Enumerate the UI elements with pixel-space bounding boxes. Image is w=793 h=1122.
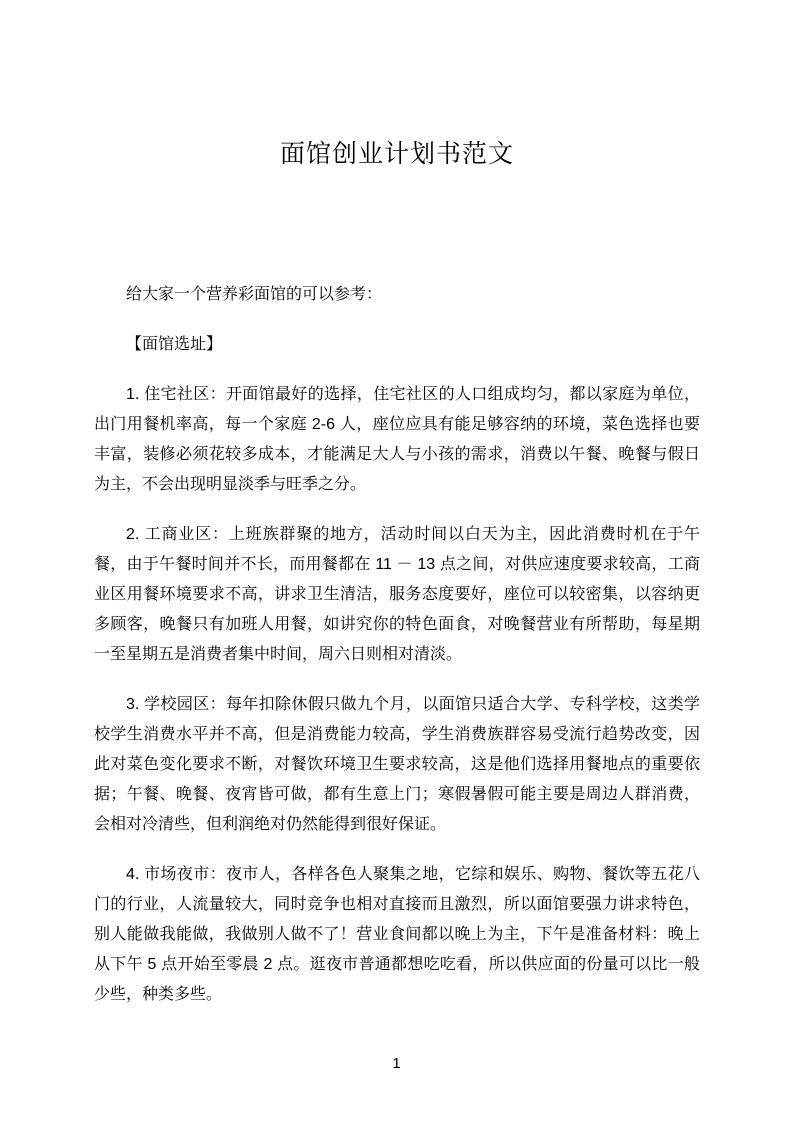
intro-paragraph: 给大家一个营养彩面馆的可以参考： [126, 286, 383, 303]
body-paragraph-residential: 1. 住宅社区：开面馆最好的选择，住宅社区的人口组成均匀，都以家庭为单位，出门用餐机率高，每一个家庭 2-6 人，座位应具有能足够容纳的环境，菜色选择也要丰富，装修必须花较多成本，才能满足大人与小孩的需求，消费以午餐、晚餐与假日为主，不会出现明显淡季与旺季之分。 [94, 386, 700, 493]
body-paragraph-business-district: 2. 工商业区：上班族群聚的地方，活动时间以白天为主，因此消费时机在于午餐，由于午餐时间并不长，而用餐都在 11 － 13 点之间，对供应速度要求较高，工商业区用餐环境要求不高，讲求卫生清洁，服务态度要好，座位可以较密集，以容纳更多顾客，晚餐只有加班人用餐，如讲究你的特色面食，对晚餐营业有所帮助，每星期一至星期五是消费者集中时间，周六日则相对清淡。 [94, 526, 700, 663]
section-heading: 【面馆选址】 [126, 336, 223, 353]
page-number: 1 [392, 1055, 401, 1072]
body-paragraph-night-market: 4. 市场夜市：夜市人，各样各色人聚集之地，它综和娱乐、购物、餐饮等五花八门的行业，人流量较大，同时竞争也相对直接而且激烈，所以面馆要强力讲求特色，别人能做我能做，我做别人做不了！营业食间都以晚上为主，下午是准备材料：晚上从下午 5 点开始至零晨 2 点。逛夜市普通都想吃吃看，所以供应面的份量可以比一般少些，种类多些。 [94, 866, 700, 1003]
body-paragraph-school-campus: 3. 学校园区：每年扣除休假只做九个月，以面馆只适合大学、专科学校，这类学校学生消费水平并不高，但是消费能力较高，学生消费族群容易受流行趋势改变，因此对菜色变化要求不断，对餐饮环境卫生要求较高，这是他们选择用餐地点的重要依据；午餐、晚餐、夜宵皆可做，都有生意上门；寒假暑假可能主要是周边人群消费，会相对冷清些，但利润绝对仍然能得到很好保证。 [94, 696, 700, 833]
document-title: 面馆创业计划书范文 [279, 140, 514, 168]
